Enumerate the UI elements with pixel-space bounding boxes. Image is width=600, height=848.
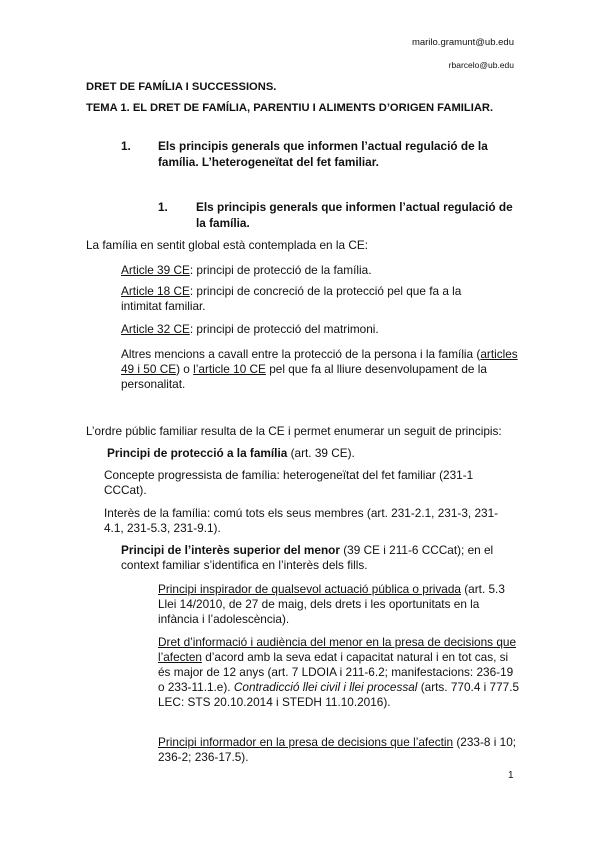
interest-family-text: Interès de la família: comú tots els seus membres (art. 231-2.1, 231-3, 231-4.1, 231-5.3, 231-9.1).: [104, 506, 499, 535]
section-number: 1.: [158, 200, 168, 214]
sub-item-informacio-rest: d’acord amb la seva edat i capacitat natural i en tot cas, si és major de 12 anys (art. 7 LDOIA i 211-6.2; manifestacions: 236-19 o 233-11.1.e).: [158, 650, 514, 694]
section-heading: Els principis generals que informen l’actual regulació de la família.: [196, 200, 513, 230]
article-10-link[interactable]: l’article 10 CE: [193, 362, 266, 376]
article-39-link[interactable]: Article 39 CE: [121, 263, 190, 277]
toc-text: Els principis generals que informen l’actual regulació de la família. L’heterogeneïtat del fet familiar.: [158, 139, 488, 169]
other-mentions: [121, 347, 521, 392]
sub-item-informador-title: Principi informador en la presa de decisions que l’afectin: [158, 735, 454, 749]
sub-item-informador: [158, 735, 520, 765]
theme-title: TEMA 1. EL DRET DE FAMÍLIA, PARENTIU I ALIMENTS D’ORIGEN FAMILIAR.: [86, 102, 494, 114]
article-39-desc: : principi de protecció de la família.: [189, 263, 372, 277]
sub-item-informador-rest: (233-8 i 10; 236-2; 236-17.5).: [158, 735, 517, 764]
principle-protection-title: Principi de protecció a la família: [107, 446, 288, 460]
sub-item-informacio-italic: Contradicció llei civil i llei processal: [233, 680, 418, 694]
articles-49-50-link[interactable]: articles 49 i 50 CE: [121, 347, 518, 376]
article-32-desc: : principi de protecció del matrimoni.: [189, 322, 379, 336]
article-32-line: [121, 322, 516, 337]
concept-text: Concepte progressista de família: heterogeneïtat del fet familiar (231-1 CCCat).: [104, 468, 474, 497]
intro-text: La família en sentit global està contemplada en la CE:: [86, 238, 368, 252]
page-number: 1: [508, 770, 514, 781]
order-intro: L’ordre públic familiar resulta de la CE i permet enumerar un seguit de principis:: [86, 424, 502, 438]
sub-item-informacio-refs: (arts. 770.4 i 777.5 LEC: STS 20.10.2014 i STEDH 11.10.2016).: [158, 680, 520, 709]
article-39-line: [121, 263, 516, 278]
principle-minor: [121, 543, 521, 573]
sub-item-inspirador: [158, 582, 520, 627]
sub-item-informacio: [158, 635, 520, 710]
email-barcelo: rbarcelo@ub.edu: [448, 60, 514, 70]
course-title: DRET DE FAMÍLIA I SUCCESSIONS.: [86, 81, 277, 93]
article-18-link[interactable]: Article 18 CE: [121, 284, 190, 298]
other-mentions-pre: Altres mencions a cavall entre la protecció de la persona i la família (: [121, 347, 481, 361]
email-gramunt: marilo.gramunt@ub.edu: [411, 37, 514, 48]
article-18-desc: : principi de concreció de la protecció pel que fa a la intimitat familiar.: [121, 284, 462, 313]
principle-minor-rest: (39 CE i 211-6 CCCat); en el context familiar s’identifica en l’interès dels fills.: [121, 543, 494, 572]
other-mentions-mid: ) o: [176, 362, 194, 376]
article-18-line: [121, 284, 491, 314]
principle-protection: [107, 446, 517, 461]
other-mentions-post: pel que fa al lliure desenvolupament de la personalitat.: [121, 362, 487, 391]
principle-protection-ref: (art. 39 CE).: [287, 446, 355, 460]
toc-number: 1.: [121, 139, 131, 153]
sub-item-inspirador-rest: (art. 5.3 Llei 14/2010, de 27 de maig, dels drets i les oportunitats en la infància i l’adolescència).: [158, 582, 505, 626]
article-32-link[interactable]: Article 32 CE: [121, 322, 190, 336]
sub-item-inspirador-title: Principi inspirador de qualsevol actuació pública o privada: [158, 582, 461, 596]
sub-item-informacio-title: Dret d’informació i audiència del menor en la presa de decisions que l’afecten: [158, 635, 517, 664]
principle-minor-title: Principi de l’interès superior del menor: [121, 543, 340, 557]
